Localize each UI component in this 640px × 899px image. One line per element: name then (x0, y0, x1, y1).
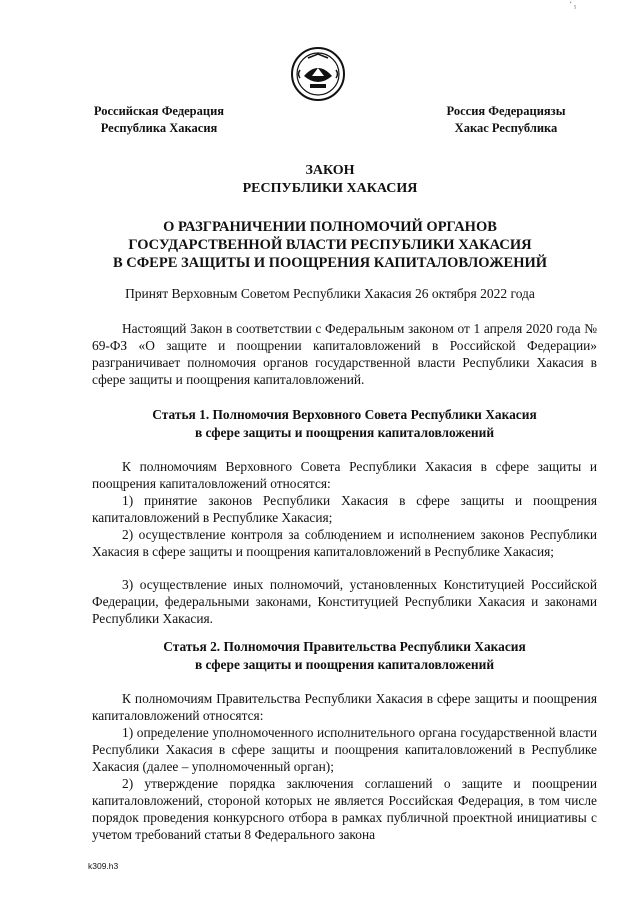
article1-item-3: 3) осуществление иных полномочий, установленных Конституцией Российской Федерации, федеральными законами, Конституцией Республики Хакасия и законами Республики Хакасия. (92, 577, 597, 626)
article2-item-2: 2) утверждение порядка заключения соглашений о защите и поощрении капиталовложений, стороной которых не является Российская Федерация, в том числе порядок проведения конкурсного отбора в рамках публичной проектной инициативы с учетом требований статьи 8 Федерального закона (92, 776, 597, 842)
subtitle-line1: О РАЗГРАНИЧЕНИИ ПОЛНОМОЧИЙ ОРГАНОВ (163, 219, 497, 235)
header-right-line1: Россия Федерациязы (446, 104, 566, 118)
header-left-line1: Российская Федерация (93, 104, 225, 118)
article2-intro: К полномочиям Правительства Республики Хакасия в сфере защиты и поощрения капиталовложений относятся: (92, 691, 597, 723)
article2-heading-line1: Статья 2. Полномочия Правительства Республики Хакасия (163, 639, 526, 654)
header-left (86, 103, 232, 137)
article1-item-2: 2) осуществление контроля за соблюдением и исполнением законов Республики Хакасия в сфере защиты и поощрения капиталовложений в Республике Хакасия; (92, 527, 597, 559)
header-right-line2: Хакас Республика (454, 121, 558, 135)
header-left-line2: Республика Хакасия (100, 121, 218, 135)
preamble-paragraph: Настоящий Закон в соответствии с Федеральным законом от 1 апреля 2020 года № 69-ФЗ «О защите и поощрении капиталовложений в Российской Федерации» разграничивает полномочия органов государственной власти Республики Хакасия в сфере защиты и поощрения капиталовложений. (92, 321, 597, 387)
document-subtitle (60, 218, 600, 272)
coat-of-arms-emblem (290, 46, 346, 102)
footer-code: k309.h3 (88, 861, 119, 871)
header-right (440, 103, 572, 137)
subtitle-line3: В СФЕРЕ ЗАЩИТЫ И ПООЩРЕНИЯ КАПИТАЛОВЛОЖЕНИЙ (112, 255, 548, 271)
article1-intro: К полномочиям Верховного Совета Республики Хакасия в сфере защиты и поощрения капиталовложений относятся: (92, 459, 597, 491)
article2-heading-line2: в сфере защиты и поощрения капиталовложений (194, 657, 495, 672)
article1-heading-line1: Статья 1. Полномочия Верховного Совета Республики Хакасия (152, 407, 537, 422)
article1-item-1: 1) принятие законов Республики Хакасия в сфере защиты и поощрения капиталовложений в Республике Хакасия; (92, 493, 597, 525)
title-line2: РЕСПУБЛИКИ ХАКАСИЯ (242, 181, 418, 196)
article2-heading (92, 638, 597, 674)
corner-mark: ′ ₅ (570, 0, 577, 9)
article1-heading-line2: в сфере защиты и поощрения капиталовложений (194, 425, 495, 440)
article2-item-1: 1) определение уполномоченного исполнительного органа государственной власти Республики Хакасия в сфере защиты и поощрения капиталовложений в Республике Хакасия (далее – уполномоченный орган); (92, 725, 597, 774)
subtitle-line2: ГОСУДАРСТВЕННОЙ ВЛАСТИ РЕСПУБЛИКИ ХАКАСИЯ (128, 237, 532, 253)
document-title (60, 162, 600, 198)
adoption-line: Принят Верховным Советом Республики Хакасия 26 октября 2022 года (125, 286, 535, 301)
article1-heading (92, 406, 597, 442)
title-line1: ЗАКОН (305, 163, 355, 178)
